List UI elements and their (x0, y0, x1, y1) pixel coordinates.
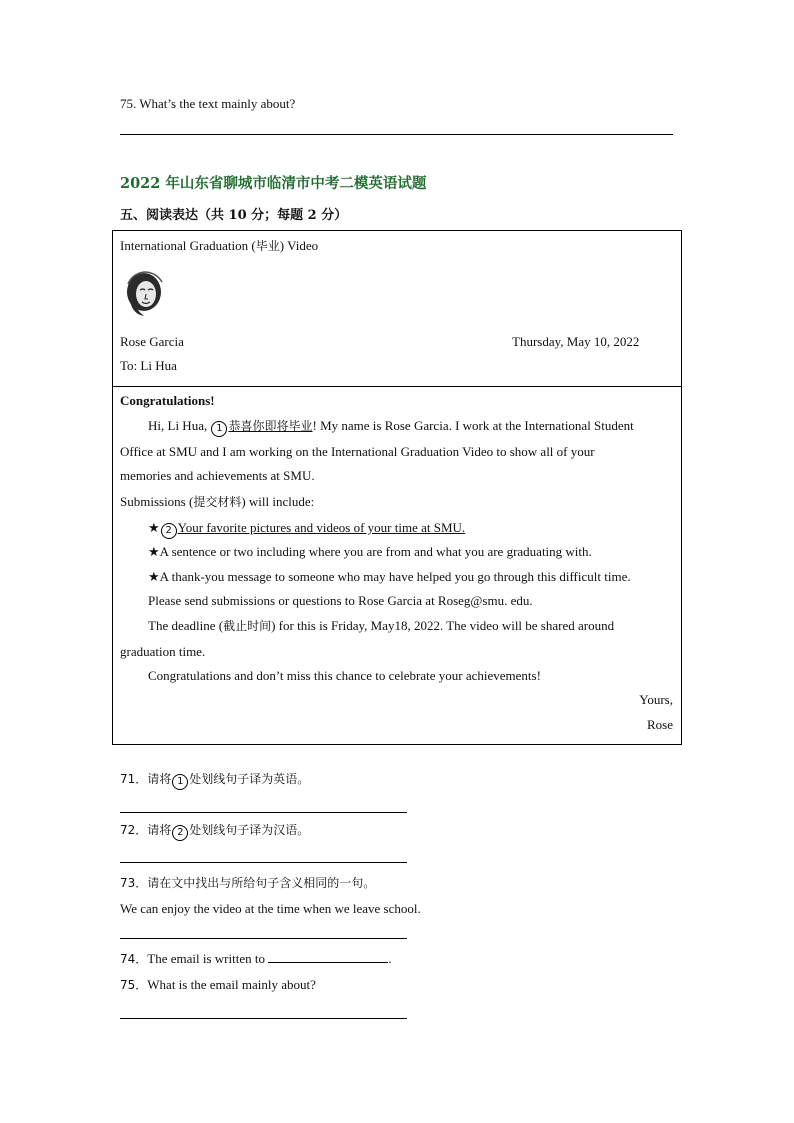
answer-blank-74[interactable] (268, 950, 388, 963)
paragraph-1-line-2: Office at SMU and I am working on the International Graduation Video to show all of your (120, 444, 595, 459)
underlined-sentence-2: Your favorite pictures and videos of your time at SMU. (177, 520, 466, 535)
question-72: 72．请将 2 处划线句子译为汉语。 (120, 822, 309, 841)
answer-line-72[interactable] (120, 862, 407, 863)
question-73: 73．请在文中找出与所给句子含义相同的一句。 (120, 876, 376, 890)
question-73-sentence: We can enjoy the video at the time when we leave school. (120, 901, 421, 916)
bullet-1 (148, 520, 465, 539)
exam-title: 2022 年山东省聊城市临清市中考二模英语试题 (120, 175, 427, 192)
circled-number-2: 2 (161, 523, 177, 539)
question-75-top (120, 96, 295, 112)
question-text: What’s the text mainly about? (139, 96, 296, 111)
deadline-line-1: The deadline (截止时间) for this is Friday, May18, 2022. The video will be shared around (148, 618, 615, 633)
bullet-3: ★A thank-you message to someone who may have helped you go through this difficult time. (148, 569, 631, 584)
bullet-2: ★A sentence or two including where you are from and what you are graduating with. (148, 544, 592, 559)
question-75: 75．What is the email mainly about? (120, 977, 316, 992)
send-instructions: Please send submissions or questions to Rose Garcia at Roseg@smu. edu. (148, 593, 533, 608)
answer-line (120, 134, 673, 135)
question-71: 71．请将 1 处划线句子译为英语。 (120, 771, 309, 790)
closing-line: Congratulations and don’t miss this chance to celebrate your achievements! (148, 668, 541, 683)
greeting: Congratulations! (120, 393, 215, 408)
underlined-sentence-1: 恭喜你即将毕业 (228, 419, 313, 433)
recipient: To: Li Hua (120, 358, 177, 373)
question-74: 74．The email is written to . (120, 951, 392, 966)
answer-line-73[interactable] (120, 938, 407, 939)
submissions-intro: Submissions (提交材料) will include: (120, 494, 315, 509)
answer-line-71[interactable] (120, 812, 407, 813)
email-subject: International Graduation (毕业) Video (120, 238, 319, 253)
sign-off: Yours, (639, 692, 673, 707)
avatar-sketch-icon (122, 270, 168, 318)
avatar (122, 270, 168, 318)
header-divider (113, 386, 681, 387)
star-icon: ★ (148, 569, 160, 584)
sender-name: Rose Garcia (120, 334, 184, 349)
answer-line-75[interactable] (120, 1018, 407, 1019)
email-date: Thursday, May 10, 2022 (512, 334, 640, 349)
star-icon: ★ (148, 520, 160, 535)
paragraph-1-line-1: Hi, Li Hua, 1 恭喜你即将毕业! My name is Rose Garcia. I work at the International Student (148, 418, 634, 437)
deadline-line-2: graduation time. (120, 644, 206, 659)
section-title: 五、阅读表达（共 10 分；每题 2 分） (120, 208, 348, 223)
circled-number-1: 1 (211, 421, 227, 437)
paragraph-1-line-3: memories and achievements at SMU. (120, 468, 315, 483)
signature: Rose (647, 717, 673, 732)
question-number: 75. (120, 96, 137, 111)
star-icon: ★ (148, 544, 160, 559)
